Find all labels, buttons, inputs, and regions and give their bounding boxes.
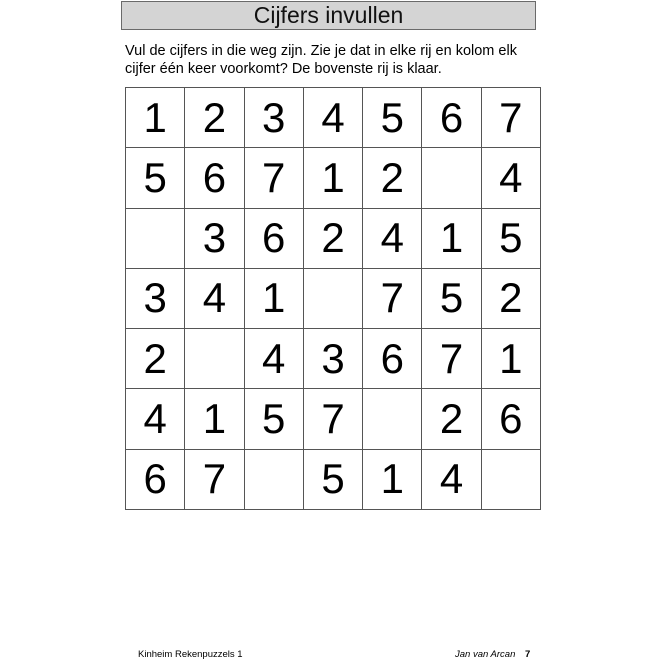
grid-cell: 5 <box>482 209 541 269</box>
grid-cell: 3 <box>245 88 304 148</box>
grid-cell: 3 <box>185 209 244 269</box>
grid-cell[interactable] <box>363 389 422 449</box>
number-grid <box>125 87 541 510</box>
grid-cell: 1 <box>482 329 541 389</box>
grid-cell: 7 <box>304 389 363 449</box>
grid-cell: 2 <box>482 269 541 329</box>
grid-cell: 7 <box>185 450 244 510</box>
grid-cell: 6 <box>422 88 481 148</box>
grid-cell: 2 <box>304 209 363 269</box>
grid-cell: 1 <box>185 389 244 449</box>
grid-cell: 4 <box>185 269 244 329</box>
grid-cell: 5 <box>422 269 481 329</box>
grid-cell: 4 <box>245 329 304 389</box>
grid-cell: 4 <box>422 450 481 510</box>
grid-cell: 6 <box>482 389 541 449</box>
grid-cell: 5 <box>363 88 422 148</box>
grid-cell[interactable] <box>482 450 541 510</box>
grid-cell: 4 <box>304 88 363 148</box>
grid-cell: 6 <box>185 148 244 208</box>
grid-cell: 1 <box>126 88 185 148</box>
grid-cell: 2 <box>185 88 244 148</box>
page-title: Cijfers invullen <box>121 1 536 30</box>
grid-cell: 4 <box>126 389 185 449</box>
grid-cell: 1 <box>422 209 481 269</box>
instructions-line-1: Vul de cijfers in die weg zijn. Zie je dat in elke rij en kolom elk <box>125 43 517 59</box>
grid-cell: 3 <box>304 329 363 389</box>
grid-cell: 7 <box>482 88 541 148</box>
grid-cell: 7 <box>422 329 481 389</box>
grid-cell: 5 <box>245 389 304 449</box>
grid-cell: 4 <box>482 148 541 208</box>
grid-cell: 7 <box>363 269 422 329</box>
grid-cell: 6 <box>126 450 185 510</box>
grid-cell[interactable] <box>185 329 244 389</box>
grid-cell: 1 <box>245 269 304 329</box>
grid-cell: 5 <box>304 450 363 510</box>
grid-cell: 1 <box>363 450 422 510</box>
grid-cell[interactable] <box>422 148 481 208</box>
instructions-text <box>125 42 545 78</box>
grid-cell: 6 <box>363 329 422 389</box>
grid-cell: 7 <box>245 148 304 208</box>
grid-cell[interactable] <box>304 269 363 329</box>
grid-cell: 1 <box>304 148 363 208</box>
grid-cell[interactable] <box>245 450 304 510</box>
grid-cell: 2 <box>126 329 185 389</box>
grid-cell: 2 <box>363 148 422 208</box>
grid-cell: 3 <box>126 269 185 329</box>
footer-page-number: 7 <box>525 649 531 660</box>
grid-cell[interactable] <box>126 209 185 269</box>
instructions-line-2: cijfer één keer voorkomt? De bovenste rij is klaar. <box>125 61 442 77</box>
grid-cell: 2 <box>422 389 481 449</box>
footer-author: Jan van Arcan <box>455 649 516 660</box>
grid-cell: 4 <box>363 209 422 269</box>
grid-cell: 6 <box>245 209 304 269</box>
grid-cell: 5 <box>126 148 185 208</box>
footer-book-title: Kinheim Rekenpuzzels 1 <box>138 649 243 660</box>
